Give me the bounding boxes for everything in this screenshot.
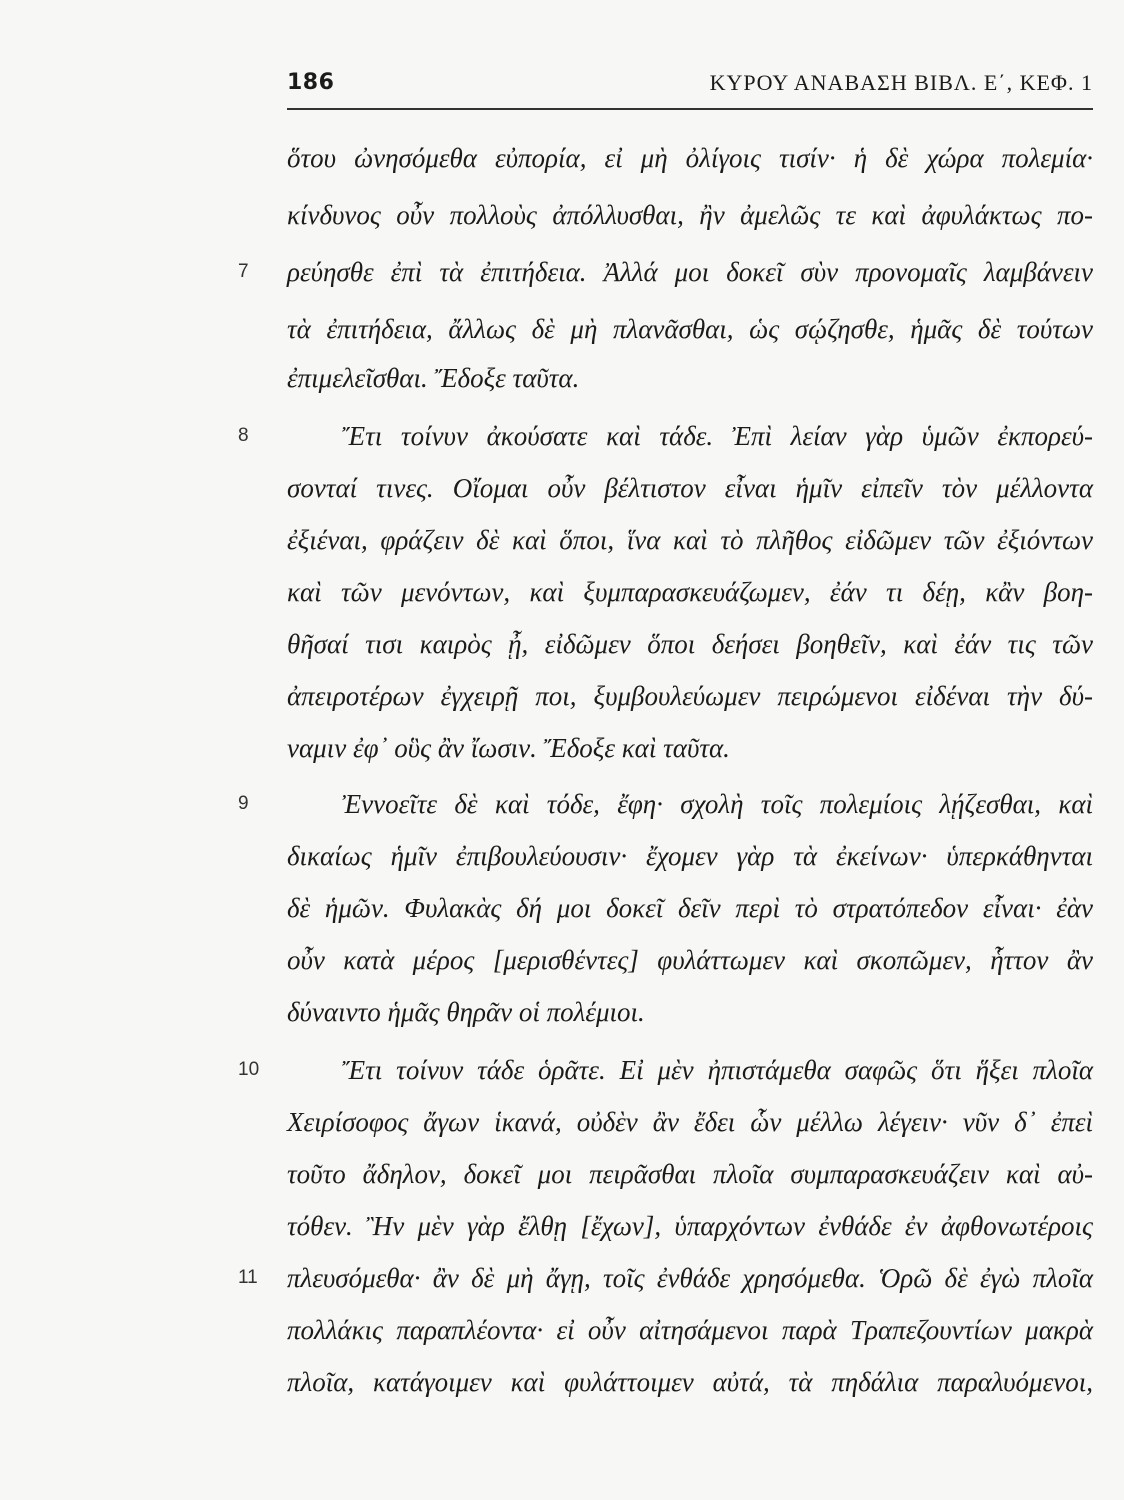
text-line: πλοῖα, κατάγοιμεν καὶ φυλάττοιμεν αὐτά, τὰ πηδάλια παραλυόμενοι, <box>287 1367 1093 1397</box>
page-number: 186 <box>287 70 335 95</box>
text-line: Χειρίσοφος ἄγων ἱκανά, οὐδὲν ἂν ἔδει ὧν μέλλω λέγειν· νῦν δ᾽ ἐπεὶ <box>287 1107 1093 1137</box>
section-number: 9 <box>238 793 249 814</box>
text-line: ἀπειροτέρων ἐγχειρῇ ποι, ξυμβουλεύωμεν πειρώμενοι εἰδέναι τὴν δύ- <box>287 681 1093 711</box>
text-line: ἐξιέναι, φράζειν δὲ καὶ ὅποι, ἵνα καὶ τὸ πλῆθος εἰδῶμεν τῶν ἐξιόντων <box>287 525 1093 555</box>
section-number: 11 <box>238 1267 258 1288</box>
running-head: ΚΥΡΟΥ ΑΝΑΒΑΣΗ ΒΙΒΛ. Ε΄, ΚΕΦ. 1 <box>709 70 1093 95</box>
text-line: Ἔτι τοίνυν τάδε ὁρᾶτε. Εἰ μὲν ἠπιστάμεθα σαφῶς ὅτι ἥξει πλοῖα <box>342 1055 1093 1085</box>
text-line: δύναιντο ἡμᾶς θηρᾶν οἱ πολέμιοι. <box>287 997 645 1027</box>
text-line: τοῦτο ἄδηλον, δοκεῖ μοι πειρᾶσθαι πλοῖα συμπαρασκευάζειν καὶ αὐ- <box>287 1159 1093 1189</box>
text-line: ρεύησθε ἐπὶ τὰ ἐπιτήδεια. Ἀλλά μοι δοκεῖ σὺν προνομαῖς λαμβάνειν <box>287 257 1093 287</box>
text-line: οὖν κατὰ μέρος [μερισθέντες] φυλάττωμεν καὶ σκοπῶμεν, ἧττον ἂν <box>287 945 1093 975</box>
text-line: τόθεν. Ἢν μὲν γὰρ ἔλθῃ [ἔχων], ὑπαρχόντων ἐνθάδε ἐν ἀφθονωτέροις <box>287 1211 1093 1241</box>
text-line: σονταί τινες. Οἴομαι οὖν βέλτιστον εἶναι ἡμῖν εἰπεῖν τὸν μέλλοντα <box>287 473 1093 503</box>
text-line: δὲ ἡμῶν. Φυλακὰς δή μοι δοκεῖ δεῖν περὶ τὸ στρατόπεδον εἶναι· ἐὰν <box>287 893 1093 923</box>
text-line: κίνδυνος οὖν πολλοὺς ἀπόλλυσθαι, ἢν ἀμελῶς τε καὶ ἀφυλάκτως πο- <box>287 200 1093 230</box>
text-line: καὶ τῶν μενόντων, καὶ ξυμπαρασκευάζωμεν, ἐάν τι δέῃ, κἂν βοη- <box>287 577 1093 607</box>
text-line: ὅτου ὠνησόμεθα εὐπορία, εἰ μὴ ὀλίγοις τισίν· ἡ δὲ χώρα πολεμία· <box>287 143 1093 173</box>
text-line: θῆσαί τισι καιρὸς ᾖ, εἰδῶμεν ὅποι δεήσει βοηθεῖν, καὶ ἐάν τις τῶν <box>287 629 1093 659</box>
section-number: 7 <box>238 261 249 282</box>
text-line: τὰ ἐπιτήδεια, ἄλλως δὲ μὴ πλανᾶσθαι, ὡς σῴζησθε, ἡμᾶς δὲ τούτων <box>287 314 1093 344</box>
text-line: πλευσόμεθα· ἂν δὲ μὴ ἄγῃ, τοῖς ἐνθάδε χρησόμεθα. Ὁρῶ δὲ ἐγὼ πλοῖα <box>287 1263 1093 1293</box>
section-number: 8 <box>238 425 249 446</box>
text-line: Ἔτι τοίνυν ἀκούσατε καὶ τάδε. Ἐπὶ λείαν γὰρ ὑμῶν ἐκπορεύ- <box>342 421 1093 451</box>
text-line: Ἐννοεῖτε δὲ καὶ τόδε, ἔφη· σχολὴ τοῖς πολεμίοις λῄζεσθαι, καὶ <box>342 789 1093 819</box>
section-number: 10 <box>238 1059 260 1080</box>
text-line: πολλάκις παραπλέοντα· εἰ οὖν αἰτησάμενοι παρὰ Τραπεζουντίων μακρὰ <box>287 1315 1093 1345</box>
text-line: ἐπιμελεῖσθαι. Ἔδοξε ταῦτα. <box>287 363 580 393</box>
text-line: δικαίως ἡμῖν ἐπιβουλεύουσιν· ἔχομεν γὰρ τὰ ἐκείνων· ὑπερκάθηνται <box>287 841 1093 871</box>
text-line: ναμιν ἐφ᾽ οὓς ἂν ἴωσιν. Ἔδοξε καὶ ταῦτα. <box>287 733 730 763</box>
